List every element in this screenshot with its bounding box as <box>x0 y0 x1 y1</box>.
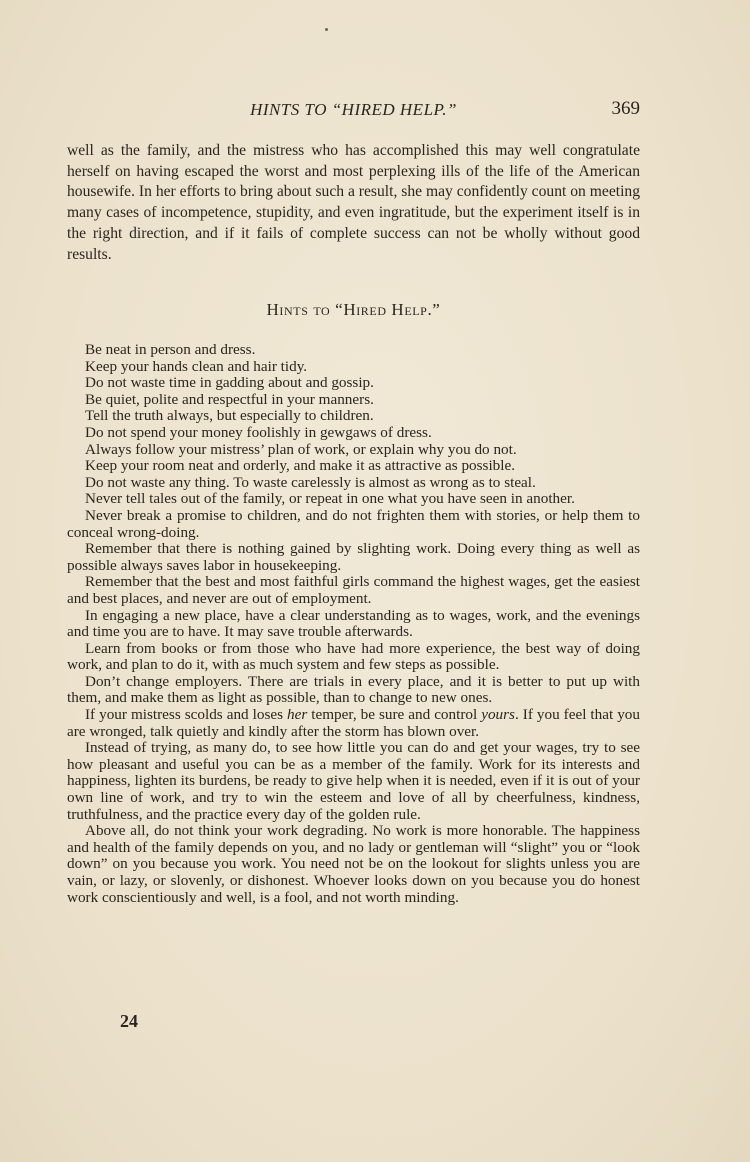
rule-item: Remember that there is nothing gained by slighting work. Doing every thing as well as possible always saves labor in housekeeping. <box>67 540 640 574</box>
rule-text: . If you feel that you are wronged, talk quietly and kindly after the storm has blown over. <box>67 706 640 740</box>
intro-paragraph: well as the family, and the mistress who has accomplished this may well congratulate herself on having escaped the worst and most perplexing ills of the life of the American housewife. In her efforts to bring about such a result, she may confidently count on meeting many cases of incompetence, stupidity, and even ingratitude, but the experiment itself is in the right direction, and if it fails of complete success can not be wholly without good results. <box>67 142 640 263</box>
rule-item: Tell the truth always, but especially to children. <box>85 407 374 425</box>
running-head <box>67 98 640 124</box>
rule-item: Don’t change employers. There are trials in every place, and it is better to put up with them, and make them as light as possible, than to change to new ones. <box>67 672 640 707</box>
page-number: 369 <box>611 98 640 119</box>
signature-mark: 24 <box>120 1011 138 1031</box>
rule-item: Keep your hands clean and hair tidy. <box>85 357 308 375</box>
rule-emphasis: her <box>287 706 308 724</box>
rule-item: In engaging a new place, have a clear understanding as to wages, work, and the evenings and time you are to have. It may save trouble afterwards. <box>67 606 640 641</box>
rule-item: Keep your room neat and orderly, and make it as attractive as possible. <box>85 457 516 475</box>
rule-item: Never tell tales out of the family, or repeat in one what you have seen in another. <box>85 490 575 508</box>
rule-text: temper, be sure and control <box>307 706 482 724</box>
running-head-title: HINTS TO “HIRED HELP.” <box>250 100 457 119</box>
rule-item: Do not waste any thing. To waste carelessly is almost as wrong as to steal. <box>85 473 536 491</box>
rules-list <box>67 342 640 906</box>
rule-item: Do not waste time in gadding about and gossip. <box>85 374 374 392</box>
print-speck <box>325 28 328 31</box>
rule-text: If your mistress scolds and loses <box>85 706 288 724</box>
rule-emphasis: yours <box>481 706 515 724</box>
rule-item: Do not spend your money foolishly in gewgaws of dress. <box>85 423 432 441</box>
rule-item: Above all, do not think your work degrading. No work is more honorable. The happiness and health of the family depends on you, and no lady or gentleman will “slight” you or “look down” on you because you work. You need not be on the lookout for slights unless you are vain, or lazy, or slovenly, or dishonest. Whoever looks down on you because you do honest work conscientiously and well, is a fool, and not worth minding. <box>67 822 640 906</box>
rule-item: Remember that the best and most faithful girls command the highest wages, get the easiest and best places, and never are out of employment. <box>67 573 640 607</box>
rule-item: Always follow your mistress’ plan of work, or explain why you do not. <box>85 440 517 458</box>
rule-item: Learn from books or from those who have had more experience, the best way of doing work, and plan to do it, with as much system and few steps as possible. <box>67 639 640 674</box>
rule-item: Instead of trying, as many do, to see how little you can do and get your wages, try to see how pleasant and useful you can be as a member of the family. Work for its interests and happiness, lighten its burdens, be ready to give help when it is needed, even if it is out of your own line of work, and try to win the esteem and love of all by cheerfulness, kindness, truthfulness, and the practice every day of the golden rule. <box>67 739 640 823</box>
rule-item-temper <box>67 707 640 740</box>
rule-item: Be quiet, polite and respectful in your manners. <box>85 390 374 408</box>
rule-item: Never break a promise to children, and do not frighten them with stories, or help them to conceal wrong-doing. <box>67 506 640 541</box>
section-title: Hints to “Hired Help.” <box>266 300 441 319</box>
rule-item: Be neat in person and dress. <box>85 341 256 358</box>
